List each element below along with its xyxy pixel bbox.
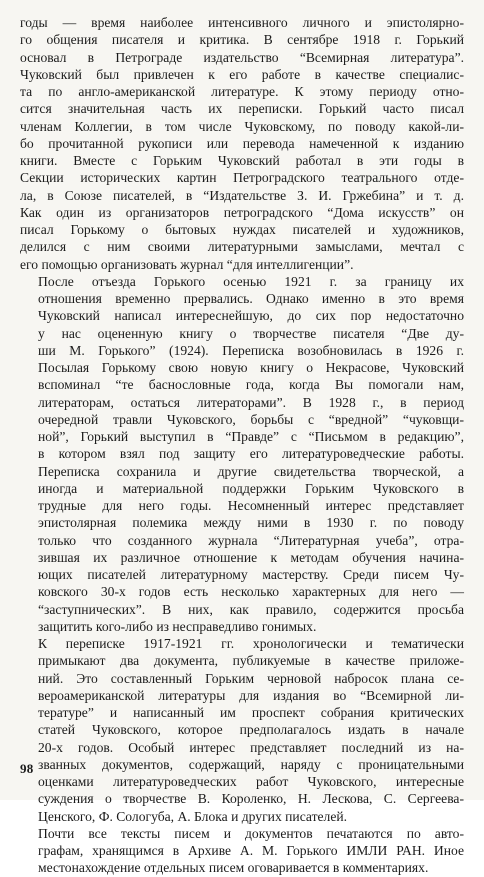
text-line: бо прочитанной рукописи или перевода намеченной к изданию [20,135,464,151]
text-line: очередной травли Чуковского, борьбы с “вредной” “чуковщи- [38,411,464,427]
text-line: та по англо-американской литературе. К этому периоду отно- [20,84,464,99]
text-line: у нас оцененную книгу о творчестве писателя “Две ду- [38,325,464,341]
text-line: эпистолярная полемика между ними в 1930 г. по поводу [38,515,464,531]
text-line: суждения о творчестве В. Короленко, Н. Лескова, С. Сергеева- [38,791,464,807]
text-line: его помощью организовать журнал “для интеллигенции”. [20,256,354,272]
text-line: Как один из организаторов петроградского “Дома искусств” он [20,204,464,220]
text-line: членам Коллегии, в том числе Чуковскому, по поводу какой-ли- [20,118,464,134]
paragraph [20,825,464,877]
text-line: в котором взял под защиту его литературоведческие работы. [38,446,464,462]
text-line: Ценского, Ф. Сологуба, А. Блока и других писателей. [38,808,348,824]
text-line: местонахождение отдельных писем оговаривается в комментариях. [38,860,429,876]
text-line: вспоминал “те баснословные года, когда Вы помогали нам, [38,377,464,393]
text-line: графам, хранящимся в Архиве А. М. Горького ИМЛИ РАН. Иное [38,843,464,858]
text-line: отношения временно прервались. Однако именно в это время [38,291,464,306]
text-line: статей Чуковского, которое предполагалось издать в начале [38,722,464,738]
text-line: ши М. Горького” (1924). Переписка возобновилась в 1926 г. [38,342,464,358]
text-line: книги. Вместе с Горьким Чуковский работал в эти годы в [20,153,464,168]
paragraph [20,14,464,273]
text-line: только что созданного журнала “Литературная учеба”, отра- [38,532,464,548]
page-number: 98 [20,761,34,776]
text-line: 20-х годов. Особый интерес представляет последний из на- [38,739,464,755]
text-line: зившая их различное отношение к методам обучения начина- [38,549,464,565]
text-line: литераторам, остаться литераторами”. В 1928 г., в период [38,394,464,410]
text-line: иногда и материальной поддержки Горьким Чуковского в [38,480,464,496]
text-line: годы — время наиболее интенсивного личного и эпистолярно- [20,15,464,30]
text-line: трудные для него годы. Несомненный интерес представляет [38,498,464,513]
text-line: основал в Петрограде издательство “Всемирная литература”. [20,49,464,65]
paragraph [20,273,464,635]
text-line: оценками литературоведческих работ Чуковского, интересные [38,774,464,789]
text-line: ла, в Союзе писателей, в “Издательстве З. И. Гржебина” и т. д. [20,187,464,203]
text-line: писал Горькому о бытовых нуждах писателей и художников, [20,222,464,237]
text-line: Почти все тексты писем и документов печатаются по авто- [38,825,464,841]
text-line: Чуковский был привлечен к его работе в качестве специалис- [20,66,464,82]
text-line: ной”, Горький выступил в “Правде” с “Письмом в редакцию”, [38,429,464,444]
text-line: Переписка сохранила и другие свидетельства творческой, а [38,463,464,479]
page-body-text [20,14,464,877]
text-line: званных документов, содержащий, наряду с проницательными [38,756,464,772]
text-line: го общения писателя и критика. В сентябре 1918 г. Горький [20,32,464,48]
text-line: вероамериканской литературы для издания во “Всемирной ли- [38,687,464,703]
text-line: тературе” и написанный им проспект собрания критических [38,705,464,720]
text-line: Чуковский написал интереснейшую, до сих пор недостаточно [38,308,464,324]
text-line: ковского 30-х годов есть несколько характерных для него — [38,584,464,600]
text-line: сится значительная часть их переписки. Горький часто писал [20,101,464,117]
text-line: К переписке 1917-1921 гг. хронологически и тематически [38,636,464,651]
paragraph [20,635,464,825]
text-line: делился с ним своими литературными замыслами, мечтал с [20,239,464,255]
text-line: ющих писателей литературному мастерству. Среди писем Чу- [38,567,464,582]
text-line: примыкают два документа, публикуемые в качестве приложе- [38,653,464,669]
text-line: защитить кого-либо из несправедливо гонимых. [38,618,317,634]
text-line: Посылая Горькому свою новую книгу о Некрасове, Чуковский [38,360,464,375]
text-line: Секции исторических картин Петроградского театрального отде- [20,170,464,186]
text-line: После отъезда Горького осенью 1921 г. за границу их [38,273,464,289]
text-line: “заступнических”. В них, как правило, содержится просьба [38,601,464,617]
text-line: ний. Это составленный Горьким черновой набросок плана се- [38,670,464,686]
